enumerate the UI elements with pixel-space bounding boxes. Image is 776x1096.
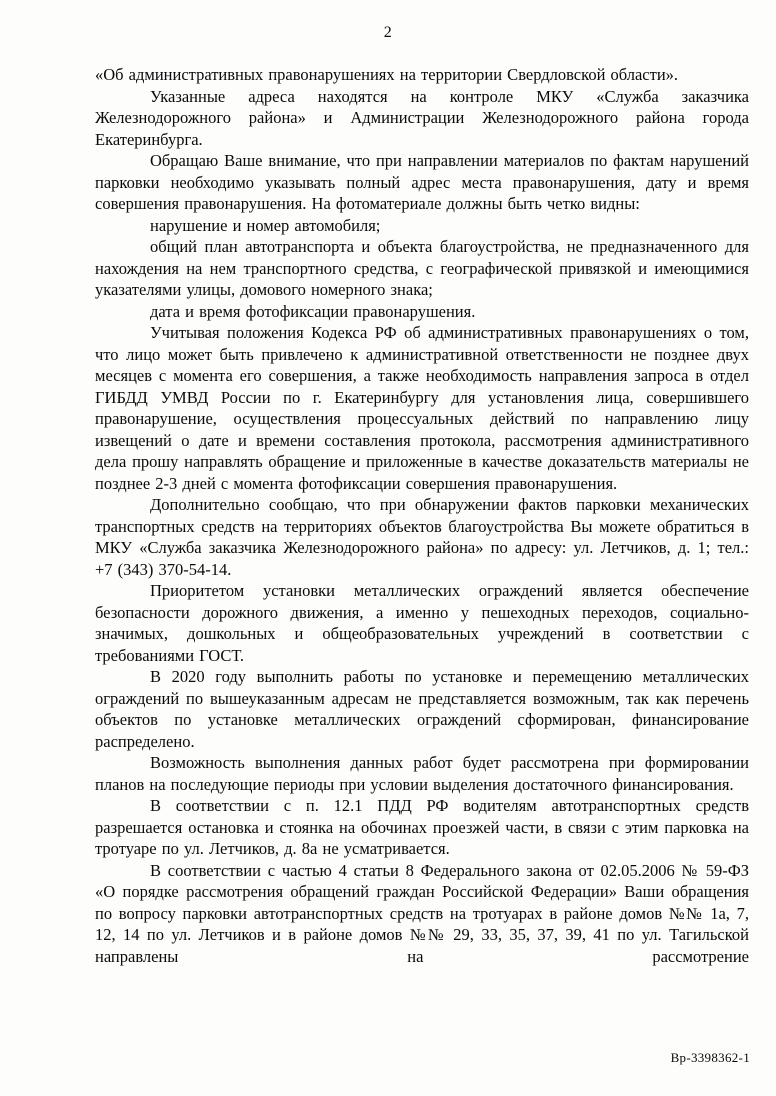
paragraph: В соответствии с частью 4 статьи 8 Федерального закона от 02.05.2006 № 59-ФЗ «О порядке рассмотрения обращений граждан Российской Федерации» Ваши обращения по вопросу парковки автотранспортных средств на тротуарах в районе домов №№ 1а, 7, 12, 14 по ул. Летчиков и в районе домов №№ 29, 33, 35, 37, 39, 41 по ул. Тагильской направлены на рассмотрение — [95, 860, 749, 966]
paragraph: Дополнительно сообщаю, что при обнаружении фактов парковки механических транспортных средств на территориях объектов благоустройства Вы можете обратиться в МКУ «Служба заказчика Железнодорожного района» по адресу: ул. Летчиков, д. 1; тел.: +7 (343) 370-54-14. — [95, 495, 749, 579]
paragraph: общий план автотранспорта и объекта благоустройства, не предназначенного для нахождения на нем транспортного средства, с географической привязкой и имеющимися указателями улицы, домового номерного знака; — [95, 237, 749, 299]
document-body — [95, 64, 749, 967]
paragraph: Возможность выполнения данных работ будет рассмотрена при формировании планов на последующие периоды при условии выделения достаточного финансирования. — [95, 753, 749, 794]
paragraph: Обращаю Ваше внимание, что при направлении материалов по фактам нарушений парковки необходимо указывать полный адрес места правонарушения, дату и время совершения правонарушения. На фотоматериале должны быть четко видны: — [95, 151, 749, 213]
paragraph: нарушение и номер автомобиля; — [150, 215, 381, 235]
page-number: 2 — [383, 24, 393, 41]
paragraph: Приоритетом установки металлических ограждений является обеспечение безопасности дорожного движения, а именно у пешеходных переходов, социально-значимых, дошкольных и общеобразовательных учреждений в соответствии с требованиями ГОСТ. — [95, 581, 749, 665]
paragraph: Учитывая положения Кодекса РФ об административных правонарушениях о том, что лицо может быть привлечено к административной ответственности не позднее двух месяцев с момента его совершения, а также необходимость направления запроса в отдел ГИБДД УМВД России по г. Екатеринбургу для установления лица, совершившего правонарушение, осуществления процессуальных действий по направлению лицу извещений о дате и времени составления протокола, рассмотрения административного дела прошу направлять обращение и приложенные в качестве доказательств материалы не позднее 2-3 дней с момента фотофиксации совершения правонарушения. — [95, 323, 749, 493]
paragraph: Указанные адреса находятся на контроле МКУ «Служба заказчика Железнодорожного района» и Администрации Железнодорожного района города Екатеринбурга. — [95, 86, 749, 149]
paragraph: В 2020 году выполнить работы по установке и перемещению металлических ограждений по вышеуказанным адресам не представляется возможным, так как перечень объектов по установке металлических ограждений сформирован, финансирование распределено. — [95, 667, 749, 751]
document-reference-code: Вр-3398362-1 — [670, 1050, 750, 1065]
paragraph: «Об административных правонарушениях на территории Свердловской области». — [95, 65, 679, 84]
paragraph: дата и время фотофиксации правонарушения. — [150, 301, 476, 321]
paragraph: В соответствии с п. 12.1 ПДД РФ водителям автотранспортных средств разрешается остановка и стоянка на обочинах проезжей части, в связи с этим парковка на тротуаре по ул. Летчиков, д. 8а не усматривается. — [95, 796, 749, 858]
